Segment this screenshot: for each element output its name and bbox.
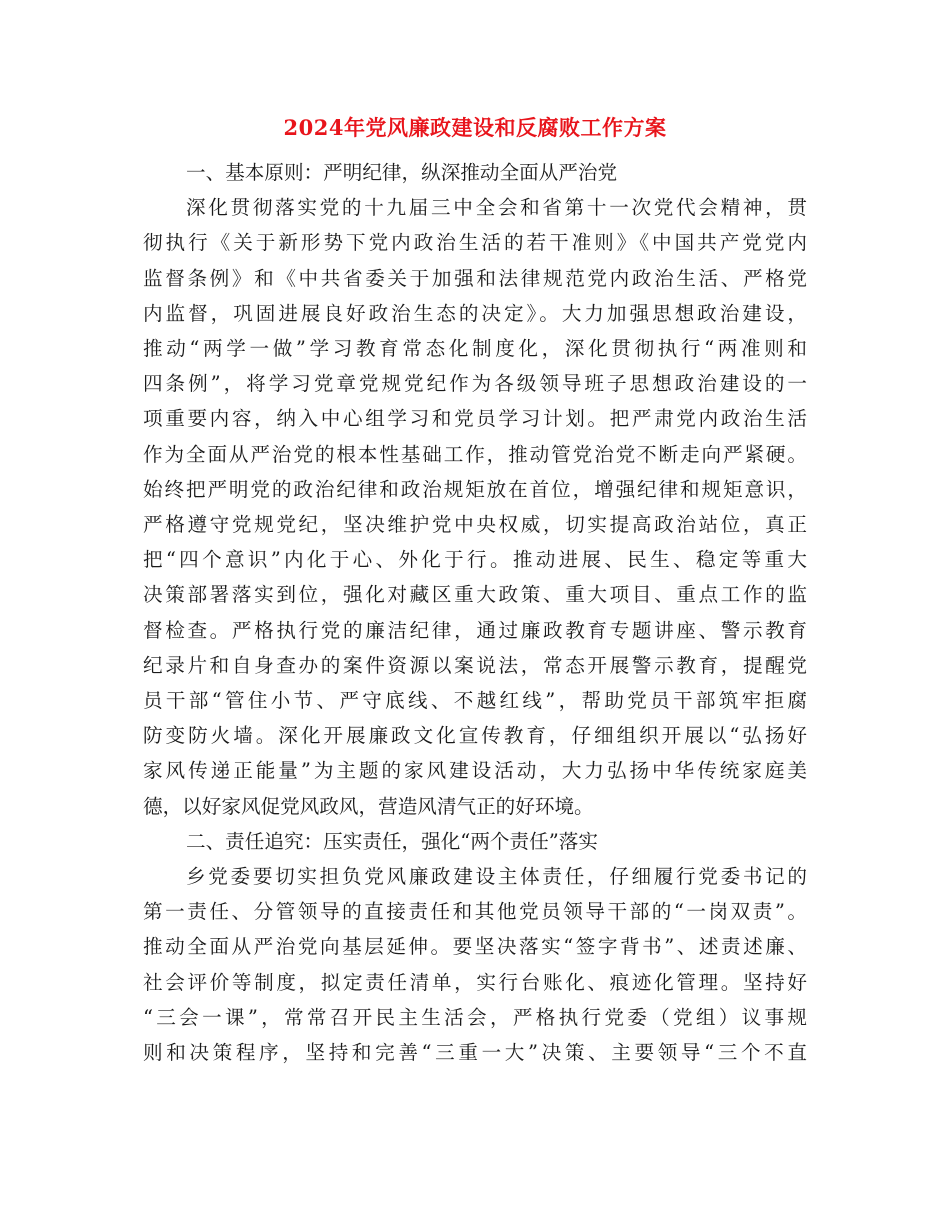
paragraph-line: 彻执行《关于新形势下党内政治生活的若干准则》《中国共产党党内 bbox=[143, 231, 807, 254]
paragraph-line: 社会评价等制度，拟定责任清单，实行台账化、痕迹化管理。坚持好 bbox=[143, 971, 807, 994]
paragraph-line: 严格遵守党规党纪，坚决维护党中央权威，切实提高政治站位，真正 bbox=[143, 513, 807, 536]
paragraph-line: 则和决策程序，坚持和完善“三重一大”决策、主要领导“三个不直 bbox=[143, 1041, 807, 1064]
paragraph-line: 深化贯彻落实党的十九届三中全会和省第十一次党代会精神，贯 bbox=[186, 196, 807, 219]
paragraph-line: 督检查。严格执行党的廉洁纪律，通过廉政教育专题讲座、警示教育 bbox=[143, 619, 807, 642]
paragraph-line: 监督条例》和《中共省委关于加强和法律规范党内政治生活、严格党 bbox=[143, 267, 807, 290]
paragraph-line: 德，以好家风促党风政风，营造风清气正的好环境。 bbox=[143, 795, 594, 818]
paragraph-line: 作为全面从严治党的根本性基础工作，推动管党治党不断走向严紧硬。 bbox=[143, 443, 807, 466]
paragraph-line: 推动“两学一做”学习教育常态化制度化，深化贯彻执行“两准则和 bbox=[143, 337, 807, 360]
paragraph-line: 员干部“管住小节、严守底线、不越红线”，帮助党员干部筑牢拒腐 bbox=[143, 689, 807, 712]
paragraph-line: 乡党委要切实担负党风廉政建设主体责任，仔细履行党委书记的 bbox=[186, 865, 807, 888]
section-heading: 二、责任追究：压实责任，强化“两个责任”落实 bbox=[186, 830, 598, 853]
section-heading: 一、基本原则：严明纪律，纵深推动全面从严治党 bbox=[186, 161, 618, 184]
paragraph-line: 推动全面从严治党向基层延伸。要坚决落实“签字背书”、述责述廉、 bbox=[143, 935, 807, 958]
paragraph-line: 内监督，巩固进展良好政治生态的决定》。大力加强思想政治建设， bbox=[143, 302, 807, 325]
paragraph-line: 把“四个意识”内化于心、外化于行。推动进展、民生、稳定等重大 bbox=[143, 548, 807, 571]
paragraph-line: “三会一课”，常常召开民主生活会，严格执行党委（党组）议事规 bbox=[143, 1006, 807, 1029]
paragraph-line: 四条例”，将学习党章党规党纪作为各级领导班子思想政治建设的一 bbox=[143, 372, 807, 395]
paragraph-line: 家风传递正能量”为主题的家风建设活动，大力弘扬中华传统家庭美 bbox=[143, 759, 807, 782]
paragraph-line: 始终把严明党的政治纪律和政治规矩放在首位，增强纪律和规矩意识， bbox=[143, 478, 807, 501]
document-title: 2024年党风廉政建设和反腐败工作方案 bbox=[283, 115, 667, 140]
paragraph-line: 项重要内容，纳入中心组学习和党员学习计划。把严肃党内政治生活 bbox=[143, 407, 807, 430]
paragraph-line: 纪录片和自身查办的案件资源以案说法，常态开展警示教育，提醒党 bbox=[143, 654, 807, 677]
paragraph-line: 防变防火墙。深化开展廉政文化宣传教育，仔细组织开展以“弘扬好 bbox=[143, 724, 807, 747]
paragraph-line: 决策部署落实到位，强化对藏区重大政策、重大项目、重点工作的监 bbox=[143, 583, 807, 606]
paragraph-line: 第一责任、分管领导的直接责任和其他党员领导干部的“一岗双责”。 bbox=[143, 900, 807, 923]
